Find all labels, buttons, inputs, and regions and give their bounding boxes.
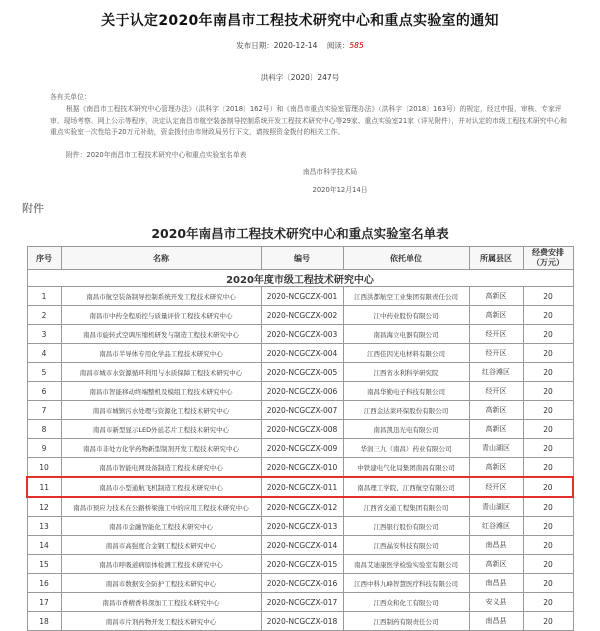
cell-district: 青山湖区 [469, 439, 523, 458]
header-code: 编号 [261, 247, 343, 270]
cell-fund: 20 [523, 555, 573, 574]
cell-fund: 20 [523, 420, 573, 439]
cell-unit: 华润三九（南昌）药业有限公司 [343, 439, 469, 458]
table-row [27, 325, 573, 344]
cell-name: 南昌市香精香料深加工工程技术研究中心 [61, 593, 261, 612]
cell-name: 南昌市小型通航飞机制造工程技术研究中心 [61, 477, 261, 497]
cell-district: 高新区 [469, 555, 523, 574]
table-header-row [27, 247, 573, 270]
cell-district: 安义县 [469, 593, 523, 612]
header-fund: 经费安排（万元） [523, 247, 573, 270]
cell-unit: 南昌理工学院、江西航空有限公司 [343, 477, 469, 497]
cell-code: 2020-NCGCZX-012 [261, 497, 343, 517]
cell-fund: 20 [523, 363, 573, 382]
cell-unit: 江中药业股份有限公司 [343, 306, 469, 325]
table-row [27, 439, 573, 458]
cell-seq: 3 [27, 325, 61, 344]
cell-fund: 20 [523, 382, 573, 401]
cell-district: 高新区 [469, 287, 523, 306]
cell-code: 2020-NCGCZX-014 [261, 536, 343, 555]
cell-unit: 江西众和化工有限公司 [343, 593, 469, 612]
cell-name: 南昌市预应力技术在公路桥梁施工中的应用工程技术研究中心 [61, 497, 261, 517]
cell-unit: 南昌华勤电子科技有限公司 [343, 382, 469, 401]
cell-fund: 20 [523, 344, 573, 363]
cell-unit: 江西银行股份有限公司 [343, 517, 469, 536]
cell-fund: 20 [523, 325, 573, 344]
cell-fund: 20 [523, 287, 573, 306]
cell-district: 高新区 [469, 401, 523, 420]
cell-seq: 15 [27, 555, 61, 574]
attachment-label: 附件 [22, 202, 44, 215]
cell-unit: 南昌海立电器有限公司 [343, 325, 469, 344]
table-row [27, 593, 573, 612]
cell-district: 经开区 [469, 382, 523, 401]
table-row [27, 477, 573, 497]
table-row [27, 517, 573, 536]
cell-seq: 9 [27, 439, 61, 458]
table-title: 2020年南昌市工程技术研究中心和重点实验室名单表 [151, 226, 449, 241]
cell-district: 南昌县 [469, 612, 523, 631]
cell-district: 高新区 [469, 458, 523, 478]
header-district: 所属县区 [469, 247, 523, 270]
cell-code: 2020-NCGCZX-006 [261, 382, 343, 401]
cell-district: 青山湖区 [469, 497, 523, 517]
cell-seq: 14 [27, 536, 61, 555]
cell-seq: 5 [27, 363, 61, 382]
cell-code: 2020-NCGCZX-016 [261, 574, 343, 593]
cell-code: 2020-NCGCZX-005 [261, 363, 343, 382]
cell-name: 南昌市城市水资源循环利用与水质保障工程技术研究中心 [61, 363, 261, 382]
cell-seq: 11 [27, 477, 61, 497]
publish-date: 2020-12-14 [273, 41, 318, 50]
cell-district: 红谷滩区 [469, 363, 523, 382]
table-row [27, 382, 573, 401]
table-row [27, 344, 573, 363]
cell-fund: 20 [523, 458, 573, 478]
section-title: 2020年度市级工程技术研究中心 [27, 270, 573, 287]
header-unit: 依托单位 [343, 247, 469, 270]
cell-district: 经开区 [469, 325, 523, 344]
cell-name: 南昌市新型显示LED外延芯片工程技术研究中心 [61, 420, 261, 439]
cell-name: 南昌市城镇污水处理与资源化工程技术研究中心 [61, 401, 261, 420]
cell-fund: 20 [523, 439, 573, 458]
table-row [27, 287, 573, 306]
signer: 南昌市科学技术局 [302, 168, 358, 176]
cell-fund: 20 [523, 612, 573, 631]
table-row [27, 574, 573, 593]
hits-label: 阅读： [326, 41, 350, 50]
table-row [27, 363, 573, 382]
document-number: 洪科字〔2020〕247号 [260, 73, 340, 82]
cell-seq: 2 [27, 306, 61, 325]
cell-district: 红谷滩区 [469, 517, 523, 536]
cell-code: 2020-NCGCZX-015 [261, 555, 343, 574]
cell-code: 2020-NCGCZX-010 [261, 458, 343, 478]
cell-fund: 20 [523, 401, 573, 420]
section-row [27, 270, 573, 287]
table-row [27, 458, 573, 478]
notice-paragraph: 根据《南昌市工程技术研究中心管理办法》（洪科字〔2018〕162号）和《南昌市重点实验室管理办法》（洪科字〔2018〕163号）的规定，经过申报、审核、专家评审、现场考察、网上公示等程序，决定认定南昌市航空装备制导控制系统开发工程技术研究中心等29家、重点实验室21家（详见附件），并对认定的市级工程技术研究中心和重点实验室一次性给予20万元补助，资金拨付由市财政局另行下文，请按照资金拨付的相关工作。 [50, 105, 567, 136]
cell-name: 南昌市旋转式空调压缩机研发与制造工程技术研究中心 [61, 325, 261, 344]
cell-unit: 江西洪都航空工业集团有限责任公司 [343, 287, 469, 306]
cell-code: 2020-NCGCZX-001 [261, 287, 343, 306]
cell-name: 南昌市金融智能化工程技术研究中心 [61, 517, 261, 536]
cell-seq: 10 [27, 458, 61, 478]
cell-seq: 6 [27, 382, 61, 401]
cell-fund: 20 [523, 574, 573, 593]
cell-district: 南昌县 [469, 574, 523, 593]
cell-code: 2020-NCGCZX-008 [261, 420, 343, 439]
cell-code: 2020-NCGCZX-004 [261, 344, 343, 363]
cell-name: 南昌市智能电网设备制造工程技术研究中心 [61, 458, 261, 478]
cell-seq: 1 [27, 287, 61, 306]
cell-name: 南昌市呼吸道病原体检测工程技术研究中心 [61, 555, 261, 574]
table-row [27, 420, 573, 439]
cell-code: 2020-NCGCZX-007 [261, 401, 343, 420]
cell-code: 2020-NCGCZX-011 [261, 477, 343, 497]
cell-unit: 江西晶安科技有限公司 [343, 536, 469, 555]
cell-seq: 8 [27, 420, 61, 439]
cell-unit: 江西中科九峰智慧医疗科技有限公司 [343, 574, 469, 593]
cell-fund: 20 [523, 593, 573, 612]
table-row [27, 555, 573, 574]
cell-district: 高新区 [469, 420, 523, 439]
cell-unit: 江西金达莱环保股份有限公司 [343, 401, 469, 420]
cell-code: 2020-NCGCZX-002 [261, 306, 343, 325]
cell-name: 南昌市半导体专用化学品工程技术研究中心 [61, 344, 261, 363]
cell-name: 南昌市中药全程质控与质量评价工程技术研究中心 [61, 306, 261, 325]
cell-unit: 江西制药有限责任公司 [343, 612, 469, 631]
cell-unit: 江西省水利科学研究院 [343, 363, 469, 382]
roster-table [26, 246, 574, 631]
table-row [27, 497, 573, 517]
cell-fund: 20 [523, 517, 573, 536]
cell-seq: 17 [27, 593, 61, 612]
cell-seq: 12 [27, 497, 61, 517]
attachment-line: 附件：2020年南昌市工程技术研究中心和重点实验室名单表 [66, 151, 247, 159]
salutation: 各有关单位： [50, 93, 91, 101]
header-name: 名称 [61, 247, 261, 270]
cell-code: 2020-NCGCZX-017 [261, 593, 343, 612]
table-row [27, 536, 573, 555]
cell-district: 南昌县 [469, 536, 523, 555]
table-row [27, 612, 573, 631]
cell-seq: 16 [27, 574, 61, 593]
cell-district: 经开区 [469, 344, 523, 363]
cell-code: 2020-NCGCZX-003 [261, 325, 343, 344]
cell-name: 南昌市高强度合金钢工程技术研究中心 [61, 536, 261, 555]
cell-name: 南昌市数据安全防护工程技术研究中心 [61, 574, 261, 593]
cell-seq: 13 [27, 517, 61, 536]
cell-unit: 南昌艾迪康医学检验实验室有限公司 [343, 555, 469, 574]
header-seq: 序号 [27, 247, 61, 270]
cell-code: 2020-NCGCZX-013 [261, 517, 343, 536]
cell-seq: 4 [27, 344, 61, 363]
cell-unit: 江西省交通工程集团有限公司 [343, 497, 469, 517]
cell-unit: 南昌凯迅光电有限公司 [343, 420, 469, 439]
publish-meta [0, 40, 600, 51]
cell-fund: 20 [523, 477, 573, 497]
table-row [27, 306, 573, 325]
cell-code: 2020-NCGCZX-009 [261, 439, 343, 458]
hits-count: 585 [349, 41, 364, 50]
cell-unit: 中铁建电气化局集团南昌有限公司 [343, 458, 469, 478]
publish-label: 发布日期： [236, 41, 274, 50]
cell-fund: 20 [523, 306, 573, 325]
notice-title: 关于认定2020年南昌市工程技术研究中心和重点实验室的通知 [101, 13, 499, 29]
cell-code: 2020-NCGCZX-018 [261, 612, 343, 631]
table-row [27, 401, 573, 420]
cell-name: 南昌市片剂药物开发工程技术研究中心 [61, 612, 261, 631]
cell-district: 高新区 [469, 306, 523, 325]
cell-unit: 江西佳因光电材料有限公司 [343, 344, 469, 363]
cell-fund: 20 [523, 497, 573, 517]
sign-date: 2020年12月14日 [312, 186, 368, 194]
cell-name: 南昌市航空装备制导控制系统开发工程技术研究中心 [61, 287, 261, 306]
cell-seq: 18 [27, 612, 61, 631]
cell-name: 南昌市非处方化学药物新型制剂开发工程技术研究中心 [61, 439, 261, 458]
cell-fund: 20 [523, 536, 573, 555]
cell-name: 南昌市智能移动终端整机及模组工程技术研究中心 [61, 382, 261, 401]
cell-seq: 7 [27, 401, 61, 420]
cell-district: 经开区 [469, 477, 523, 497]
